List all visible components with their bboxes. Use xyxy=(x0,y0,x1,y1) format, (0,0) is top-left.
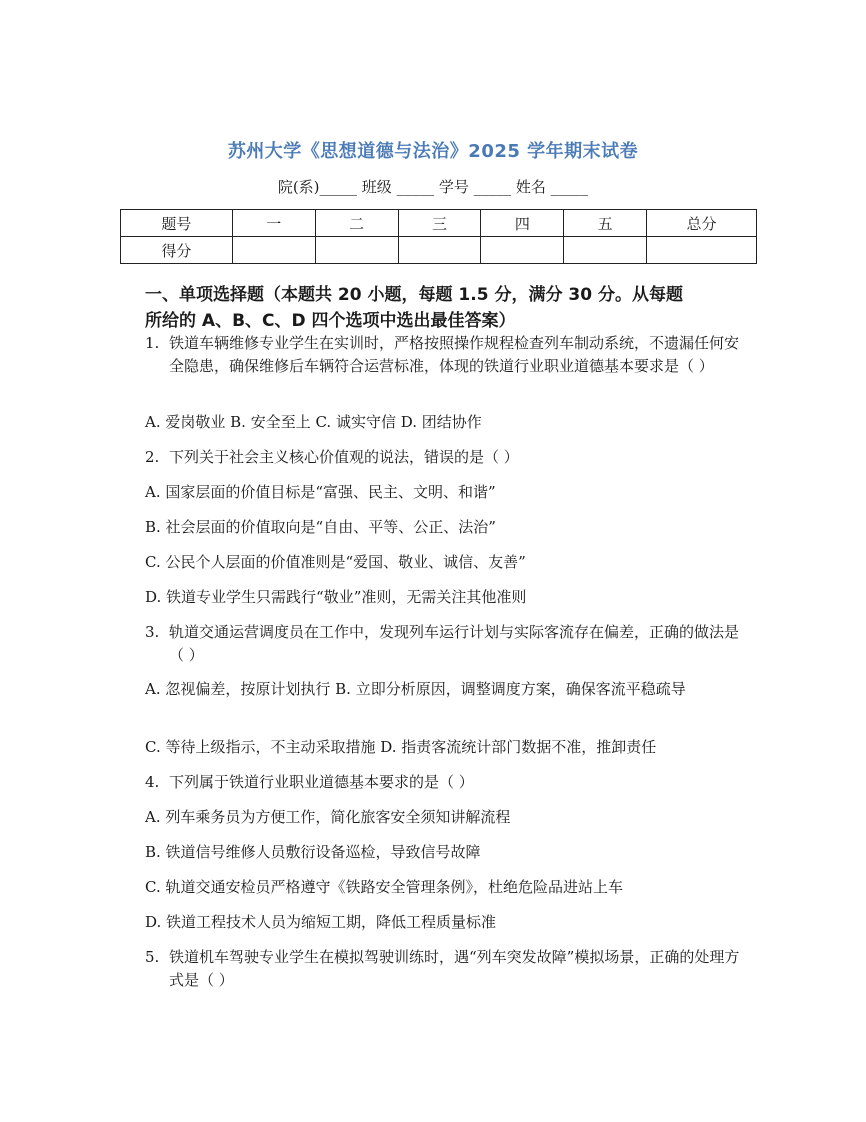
answer-option: A. 列车乘务员为方便工作，简化旅客安全须知讲解流程 xyxy=(145,808,511,826)
question-number: 4. xyxy=(145,773,160,791)
score-table-header-row xyxy=(121,210,757,237)
question-item xyxy=(145,771,740,794)
section-heading-line: 一、单项选择题（本题共 20 小题，每题 1.5 分，满分 30 分。从每题 xyxy=(145,285,683,305)
score-cell xyxy=(232,237,315,264)
answer-option: D. 铁道专业学生只需践行“敬业”准则，无需关注其他准则 xyxy=(145,588,527,606)
question-text: 下列关于社会主义核心价值观的说法，错误的是（ ） xyxy=(169,448,519,466)
question-item xyxy=(145,621,740,667)
score-cell: 得分 xyxy=(121,237,233,264)
answer-option: C. 等待上级指示，不主动采取措施 D. 指责客流统计部门数据不准，推卸责任 xyxy=(145,738,657,756)
question-number: 3. xyxy=(145,623,160,641)
score-cell xyxy=(315,237,398,264)
answer-option: C. 公民个人层面的价值准则是“爱国、敬业、诚信、友善” xyxy=(145,553,526,571)
score-cell: 二 xyxy=(315,210,398,237)
answer-option: A. 国家层面的价值目标是“富强、民主、文明、和谐” xyxy=(145,483,496,501)
answer-option: A. 爱岗敬业 B. 安全至上 C. 诚实守信 D. 团结协作 xyxy=(145,413,482,431)
score-cell: 总分 xyxy=(647,210,757,237)
score-cell: 五 xyxy=(564,210,647,237)
answer-option: B. 铁道信号维修人员敷衍设备巡检，导致信号故障 xyxy=(145,843,481,861)
answer-option: B. 社会层面的价值取向是“自由、平等、公正、法治” xyxy=(145,518,496,536)
question-text: 轨道交通运营调度员在工作中，发现列车运行计划与实际客流存在偏差，正确的做法是（ ） xyxy=(169,623,740,664)
score-cell: 三 xyxy=(398,210,481,237)
answer-option: D. 铁道工程技术人员为缩短工期，降低工程质量标准 xyxy=(145,913,497,931)
question-text: 铁道车辆维修专业学生在实训时，严格按照操作规程检查列车制动系统，不遗漏任何安全隐患，确保维修后车辆符合运营标准，体现的铁道行业职业道德基本要求是（ ） xyxy=(169,334,740,375)
score-cell: 题号 xyxy=(121,210,233,237)
score-cell xyxy=(564,237,647,264)
section-heading xyxy=(145,282,745,334)
score-table-score-row xyxy=(121,237,757,264)
question-item xyxy=(145,946,740,992)
score-cell xyxy=(481,237,564,264)
question-item xyxy=(145,446,740,469)
student-info-line: 院(系)_____ 班级 _____ 学号 _____ 姓名 _____ xyxy=(277,178,589,196)
score-cell: 一 xyxy=(232,210,315,237)
question-number: 2. xyxy=(145,448,160,466)
score-table xyxy=(120,209,757,264)
exam-title: 苏州大学《思想道德与法治》2025 学年期末试卷 xyxy=(227,141,639,162)
answer-option: C. 轨道交通安检员严格遵守《铁路安全管理条例》，杜绝危险品进站上车 xyxy=(145,878,623,896)
score-cell xyxy=(398,237,481,264)
score-cell xyxy=(647,237,757,264)
score-cell: 四 xyxy=(481,210,564,237)
question-item xyxy=(145,332,740,378)
question-text: 下列属于铁道行业职业道德基本要求的是（ ） xyxy=(169,773,474,791)
question-number: 1. xyxy=(145,334,160,352)
question-number: 5. xyxy=(145,948,160,966)
question-text: 铁道机车驾驶专业学生在模拟驾驶训练时，遇“列车突发故障”模拟场景，正确的处理方式是（ ） xyxy=(169,948,740,989)
answer-option: A. 忽视偏差，按原计划执行 B. 立即分析原因，调整调度方案，确保客流平稳疏导 xyxy=(145,680,686,698)
section-heading-line: 所给的 A、B、C、D 四个选项中选出最佳答案） xyxy=(145,311,516,331)
